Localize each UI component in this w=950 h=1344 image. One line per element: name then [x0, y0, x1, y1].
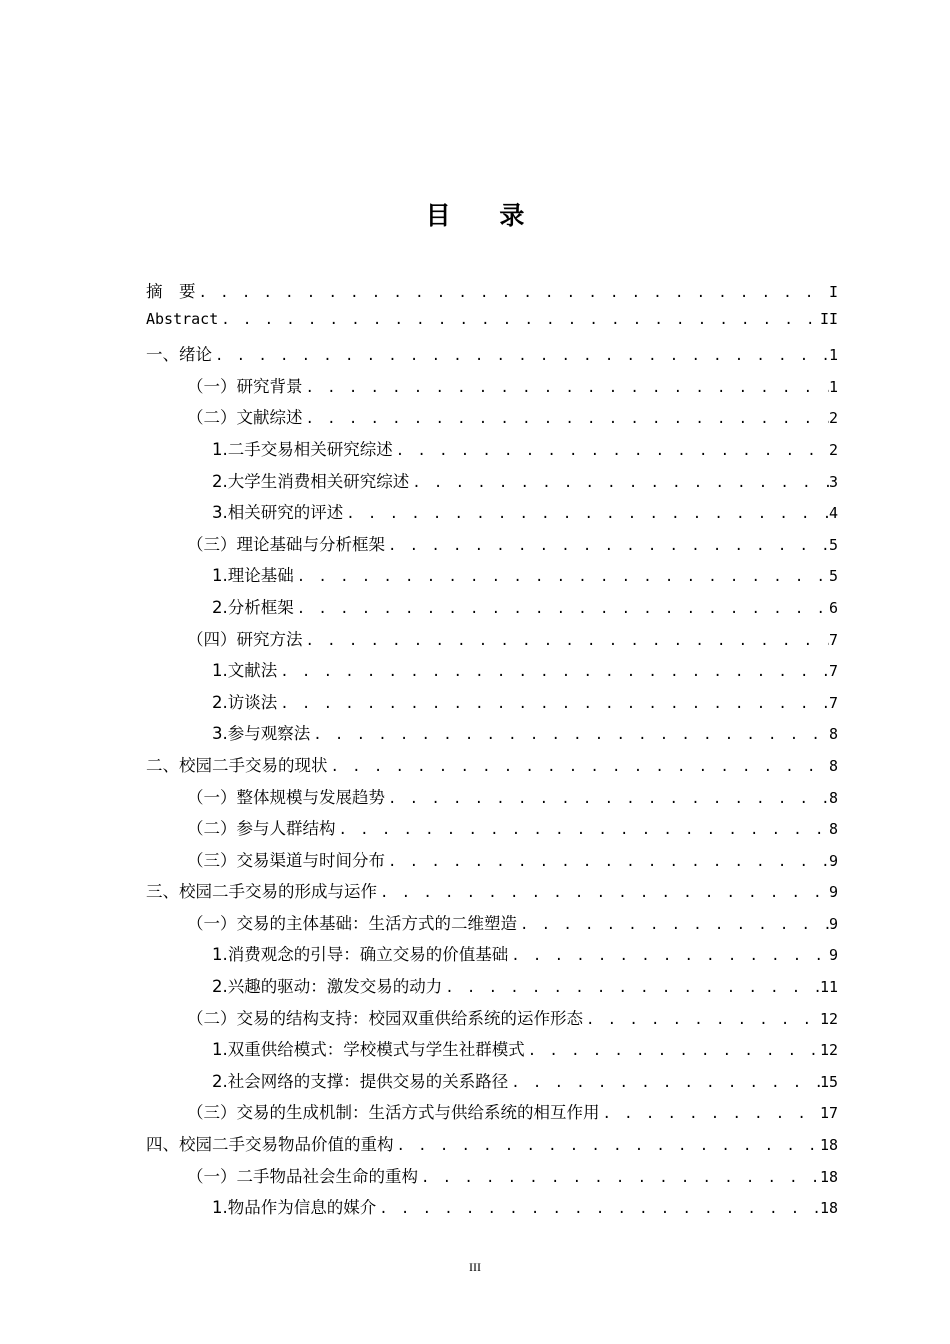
toc-entry-label: （一）整体规模与发展趋势 [187, 787, 385, 807]
toc-entry-label: 1.二手交易相关研究综述 [212, 439, 393, 459]
toc-entry-label: （一）研究背景 [187, 376, 303, 396]
toc-entry-page: 9 [828, 851, 838, 870]
toc-entry-page: 9 [828, 883, 838, 902]
toc-entry-page: 18 [819, 1167, 838, 1186]
toc-entry-label: 2.社会网络的支撑：提供交易的关系路径 [212, 1071, 509, 1091]
toc-entry-label: 1.双重供给模式：学校模式与学生社群模式 [212, 1040, 525, 1060]
toc-entry[interactable] [146, 1194, 838, 1226]
toc-leader-dots [303, 411, 829, 427]
toc-entry-label: （三）交易的生成机制：生活方式与供给系统的相互作用 [187, 1103, 600, 1123]
toc-entry-page: 1 [828, 377, 838, 396]
toc-entry-label: 四、校园二手交易物品价值的重构 [146, 1135, 394, 1155]
toc-entry[interactable] [146, 1068, 838, 1100]
toc-entry[interactable] [146, 689, 838, 721]
toc-entry[interactable] [146, 657, 838, 689]
toc-entry-page: 2 [828, 409, 838, 428]
toc-entry-label: Abstract [146, 309, 219, 328]
toc-entry-label: （二）交易的结构支持：校园双重供给系统的运作形态 [187, 1008, 583, 1028]
toc-leader-dots [343, 506, 829, 522]
toc-entry[interactable] [146, 531, 838, 563]
toc-entry[interactable] [146, 373, 838, 405]
toc-leader-dots [218, 312, 820, 328]
toc-entry-page: 7 [828, 662, 838, 681]
toc-entry-page: 7 [828, 693, 838, 712]
toc-entry-label: （二）参与人群结构 [187, 819, 336, 839]
toc-leader-dots [277, 664, 829, 680]
toc-entry[interactable] [146, 784, 838, 816]
toc-entry-label: （三）理论基础与分析框架 [187, 534, 385, 554]
table-of-contents [146, 278, 838, 1226]
toc-leader-dots [393, 443, 829, 459]
toc-leader-dots [517, 917, 829, 933]
toc-entry[interactable] [146, 720, 838, 752]
toc-leader-dots [310, 727, 829, 743]
toc-entry[interactable] [146, 1099, 838, 1131]
toc-entry-label: （一）二手物品社会生命的重构 [187, 1166, 418, 1186]
toc-entry-label: （一）交易的主体基础：生活方式的二维塑造 [187, 913, 517, 933]
toc-entry-page: 8 [828, 756, 838, 775]
toc-entry-page: 2 [828, 440, 838, 459]
toc-entry-label: 1.消费观念的引导：确立交易的价值基础 [212, 945, 509, 965]
toc-leader-dots [583, 1012, 820, 1028]
toc-entry-label: 三、校园二手交易的形成与运作 [146, 882, 377, 902]
toc-entry-label: 摘 要 [146, 282, 196, 301]
toc-entry-page: 9 [828, 914, 838, 933]
toc-leader-dots [508, 1075, 820, 1091]
toc-entry[interactable] [146, 1131, 838, 1163]
page-number: III [469, 1260, 481, 1274]
toc-entry-label: （二）文献综述 [187, 408, 303, 428]
toc-entry-page: 8 [828, 788, 838, 807]
toc-entry-label: 3.相关研究的评述 [212, 503, 344, 523]
toc-leader-dots [303, 633, 829, 649]
toc-entry[interactable] [146, 594, 838, 626]
toc-leader-dots [294, 601, 829, 617]
toc-entry-page: 15 [819, 1072, 838, 1091]
toc-entry-page: 11 [819, 978, 838, 997]
toc-leader-dots [600, 1106, 820, 1122]
toc-entry-page: I [828, 283, 838, 301]
toc-entry-page: 18 [819, 1199, 838, 1218]
toc-entry-page: 3 [828, 472, 838, 491]
toc-leader-dots [196, 285, 829, 301]
toc-leader-dots [303, 380, 829, 396]
toc-leader-dots [418, 1170, 820, 1186]
toc-leader-dots [328, 759, 829, 775]
toc-entry-page: 12 [819, 1009, 838, 1028]
toc-entry-label: 2.分析框架 [212, 597, 294, 617]
toc-entry[interactable] [146, 941, 838, 973]
toc-entry-label: 2.兴趣的驱动：激发交易的动力 [212, 977, 443, 997]
toc-leader-dots [442, 980, 820, 996]
toc-entry-page: 7 [828, 630, 838, 649]
toc-leader-dots [385, 854, 829, 870]
toc-entry[interactable] [146, 1163, 838, 1195]
toc-leader-dots [394, 1138, 820, 1154]
toc-entry-page: 8 [828, 820, 838, 839]
toc-entry-label: 2.大学生消费相关研究综述 [212, 471, 410, 491]
toc-entry-page: 5 [828, 567, 838, 586]
toc-entry-page: 18 [819, 1136, 838, 1155]
toc-entry[interactable] [146, 310, 838, 342]
toc-leader-dots [385, 538, 829, 554]
toc-entry-page: 12 [819, 1041, 838, 1060]
toc-entry-label: 1.文献法 [212, 661, 278, 681]
toc-entry-page: 1 [828, 346, 838, 365]
toc-leader-dots [294, 569, 829, 585]
toc-entry-page: II [819, 309, 838, 328]
toc-leader-dots [376, 1201, 820, 1217]
toc-entry-label: （四）研究方法 [187, 629, 303, 649]
toc-entry[interactable] [146, 404, 838, 436]
toc-leader-dots [336, 822, 829, 838]
toc-entry[interactable] [146, 436, 838, 468]
toc-entry-label: 2.访谈法 [212, 692, 278, 712]
toc-entry-page: 6 [828, 598, 838, 617]
toc-entry-page: 4 [828, 504, 838, 523]
toc-leader-dots [377, 885, 829, 901]
toc-leader-dots [385, 791, 829, 807]
page-title: 目 录 [425, 201, 545, 230]
toc-entry[interactable] [146, 626, 838, 658]
toc-leader-dots [508, 948, 829, 964]
toc-entry-label: （三）交易渠道与时间分布 [187, 850, 385, 870]
toc-entry-label: 二、校园二手交易的现状 [146, 755, 328, 775]
toc-leader-dots [409, 475, 829, 491]
toc-entry-label: 1.物品作为信息的媒介 [212, 1198, 377, 1218]
toc-entry[interactable] [146, 562, 838, 594]
toc-entry[interactable] [146, 973, 838, 1005]
toc-leader-dots [212, 348, 829, 364]
toc-entry[interactable] [146, 1036, 838, 1068]
toc-leader-dots [277, 696, 829, 712]
toc-entry-label: 1.理论基础 [212, 566, 294, 586]
toc-entry-page: 9 [828, 946, 838, 965]
toc-entry[interactable] [146, 341, 838, 373]
toc-entry-label: 3.参与观察法 [212, 724, 311, 744]
toc-entry[interactable] [146, 910, 838, 942]
toc-entry-page: 5 [828, 535, 838, 554]
toc-entry[interactable] [146, 278, 838, 310]
toc-entry-page: 17 [819, 1104, 838, 1123]
toc-entry[interactable] [146, 847, 838, 879]
toc-entry[interactable] [146, 878, 838, 910]
toc-leader-dots [525, 1043, 820, 1059]
toc-entry[interactable] [146, 752, 838, 784]
toc-entry[interactable] [146, 499, 838, 531]
toc-entry[interactable] [146, 468, 838, 500]
toc-entry[interactable] [146, 815, 838, 847]
toc-entry-label: 一、绪论 [146, 345, 212, 365]
toc-entry-page: 8 [828, 725, 838, 744]
toc-entry[interactable] [146, 1005, 838, 1037]
